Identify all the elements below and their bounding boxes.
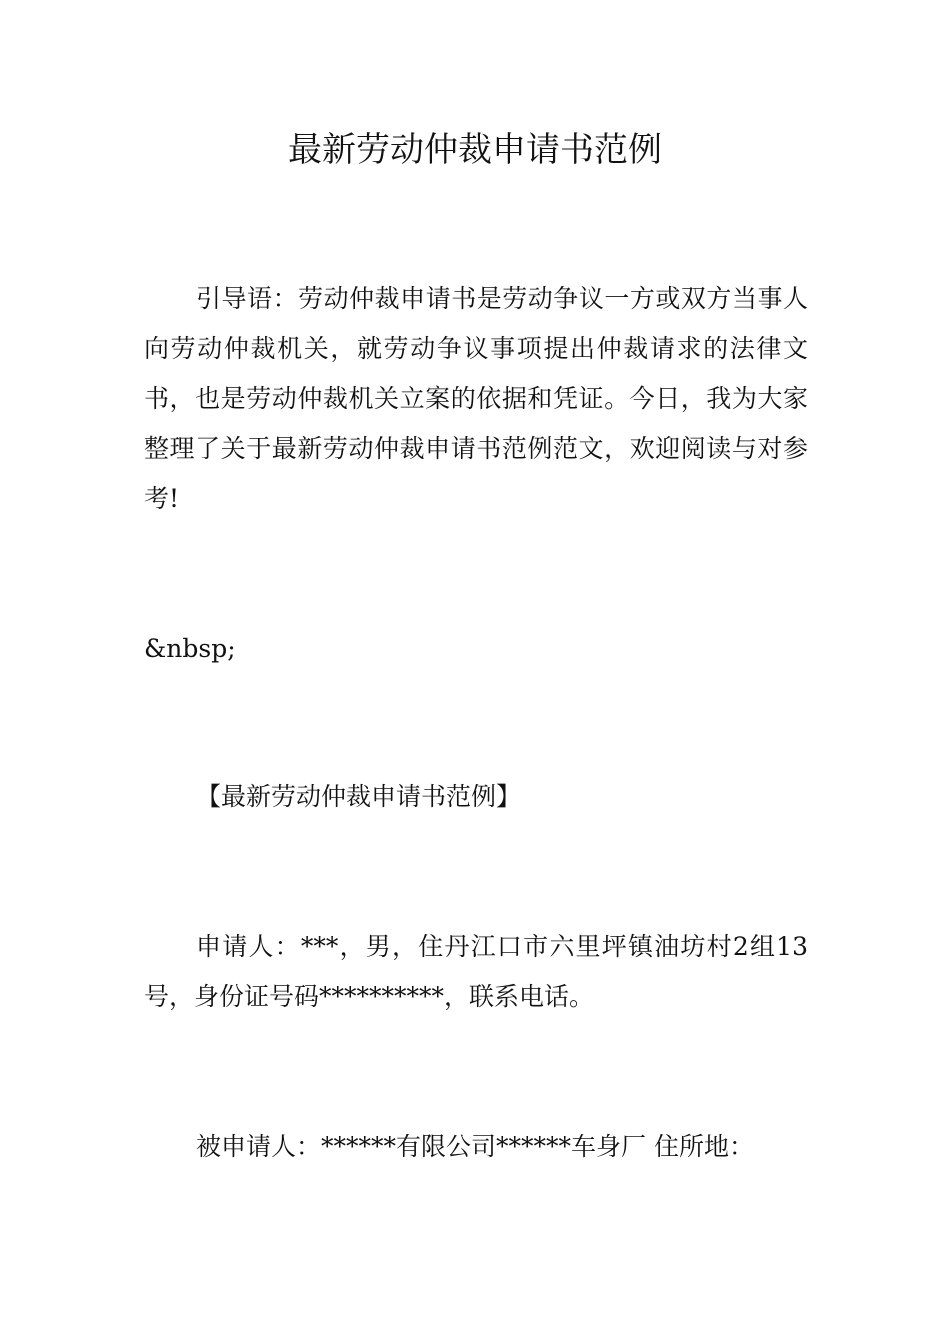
applicant-paragraph: 申请人：***，男，住丹江口市六里坪镇油坊村2组13号，身份证号码**********，联系电话。 xyxy=(144,932,808,1011)
intro-paragraph: 引导语：劳动仲裁申请书是劳动争议一方或双方当事人向劳动仲裁机关，就劳动争议事项提出仲裁请求的法律文书，也是劳动仲裁机关立案的依据和凭证。今日，我为大家整理了关于最新劳动仲裁申请书范例范文，欢迎阅读与对参考! xyxy=(144,284,808,513)
respondent-paragraph: 被申请人：******有限公司******车身厂 住所地： xyxy=(196,1132,754,1161)
document-title: 最新劳动仲裁申请书范例 xyxy=(288,130,662,170)
nbsp-paragraph: &nbsp; xyxy=(144,634,236,663)
section-heading: 【最新劳动仲裁申请书范例】 xyxy=(196,782,522,811)
